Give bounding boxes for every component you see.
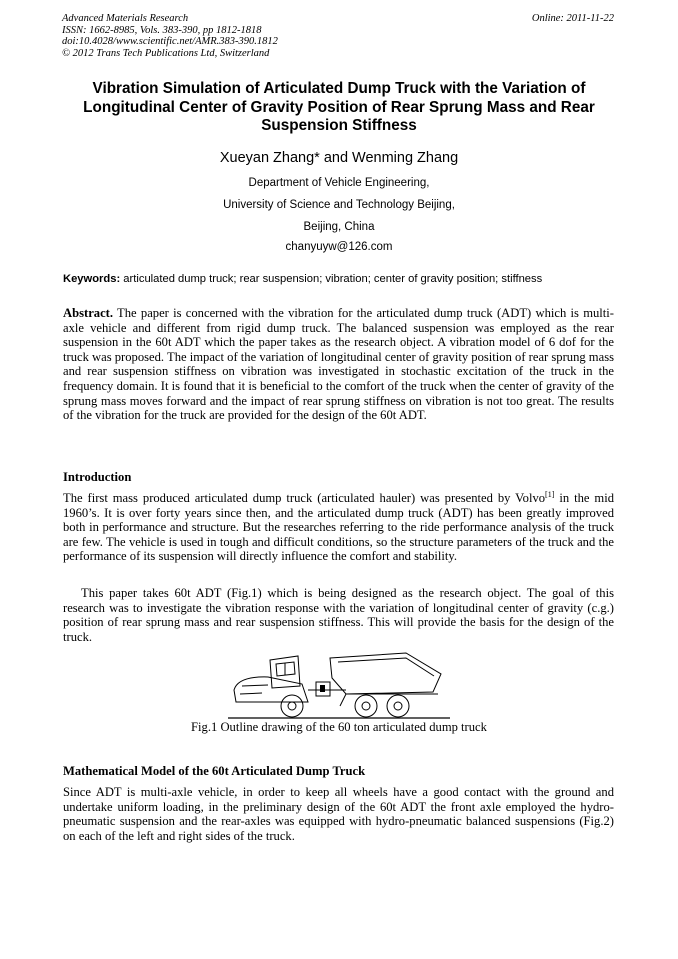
introduction-heading: Introduction: [63, 470, 132, 484]
keywords-label: Keywords:: [63, 273, 121, 285]
online-date: Online: 2011-11-22: [531, 13, 614, 24]
abstract-text: The paper is concerned with the vibration for the articulated dump truck (ADT) which is multi-axle vehicle and different from rigid dump truck. The balanced suspension was employed as the rear suspension in the 60t ADT which the paper takes as the research object. A vibration model of 6 dof for the truck was proposed. The impact of the variation of longitudinal center of gravity position of rear sprung mass and rear suspension stiffness on vibration was investigated in stochastic excitation of the truck in the frequency domain. It is found that it is beneficial to the comfort of the truck when the center of gravity of the sprung mass moves forward and the impact of rear sprung stiffness on vibration is not too great. The results of the vibration for the truck are provided for the design of the 60t ADT.: [63, 306, 614, 423]
figure-caption: Fig.1 Outline drawing of the 60 ton articulated dump truck: [191, 720, 487, 734]
keywords: [63, 273, 542, 285]
affiliation-city: Beijing, China: [303, 221, 375, 233]
intro-paragraph-1: [63, 491, 614, 564]
abstract-label: Abstract.: [63, 306, 114, 320]
truck-outline-figure: [228, 650, 450, 720]
rear-wheel-2: [387, 695, 409, 717]
intro-paragraph-2: This paper takes 60t ADT (Fig.1) which is being designed as the research object. The goal of this research was to investigate the vibration response with the variation of longitudinal center of gravity (c.g.) position of rear sprung mass and rear suspension stiffness. This will provide the basis for the design of the truck.: [63, 586, 614, 644]
front-wheel: [281, 695, 303, 717]
author-email[interactable]: chanyuyw@126.com: [285, 241, 393, 253]
intro-p1-text-b: in the mid 1960’s. It is over forty years since then, and the articulated dump truck (ADT) has been greatly improved both in performance and structure. But the researches referring to the ride performance analysis of the truck are few. The vehicle is used in tough and difficult conditions, so the structure parameters of the truck and the performance of its suspension will directly influence the comfort and stability.: [63, 491, 614, 564]
keywords-text: articulated dump truck; rear suspension; vibration; center of gravity position; stiffness: [120, 273, 543, 285]
doi-line: doi:10.4028/www.scientific.net/AMR.383-390.1812: [62, 36, 278, 47]
hydraulic-block: [320, 685, 325, 692]
journal-header: [62, 13, 278, 59]
abstract: [63, 306, 614, 423]
issn-line: ISSN: 1662-8985, Vols. 383-390, pp 1812-1818: [62, 24, 262, 36]
paper-title: Vibration Simulation of Articulated Dump Truck with the Variation of Longitudinal Center of Gravity Position of Rear Sprung Mass and Rear Suspension Stiffness: [83, 80, 595, 134]
rear-wheel-1: [355, 695, 377, 717]
affiliation-dept: Department of Vehicle Engineering,: [248, 177, 430, 189]
copyright-line: © 2012 Trans Tech Publications Ltd, Switzerland: [62, 47, 270, 59]
citation-ref-1[interactable]: [1]: [545, 489, 555, 499]
journal-name: Advanced Materials Research: [62, 13, 189, 24]
model-paragraph-1: Since ADT is multi-axle vehicle, in order to keep all wheels have a good contact with the ground and undertake uniform loading, in the preliminary design of the 60t ADT the front axle employed the hydro-pneumatic suspension and the rear-axles was equipped with hydro-pneumatic balanced suspensions (Fig.2) on each of the left and right sides of the truck.: [63, 785, 614, 843]
authors: Xueyan Zhang* and Wenming Zhang: [219, 150, 459, 166]
intro-p1-text-a: The first mass produced articulated dump truck (articulated hauler) was presented by Volvo: [63, 491, 546, 505]
affiliation-university: University of Science and Technology Beijing,: [223, 199, 455, 211]
model-heading: Mathematical Model of the 60t Articulated Dump Truck: [63, 764, 366, 778]
